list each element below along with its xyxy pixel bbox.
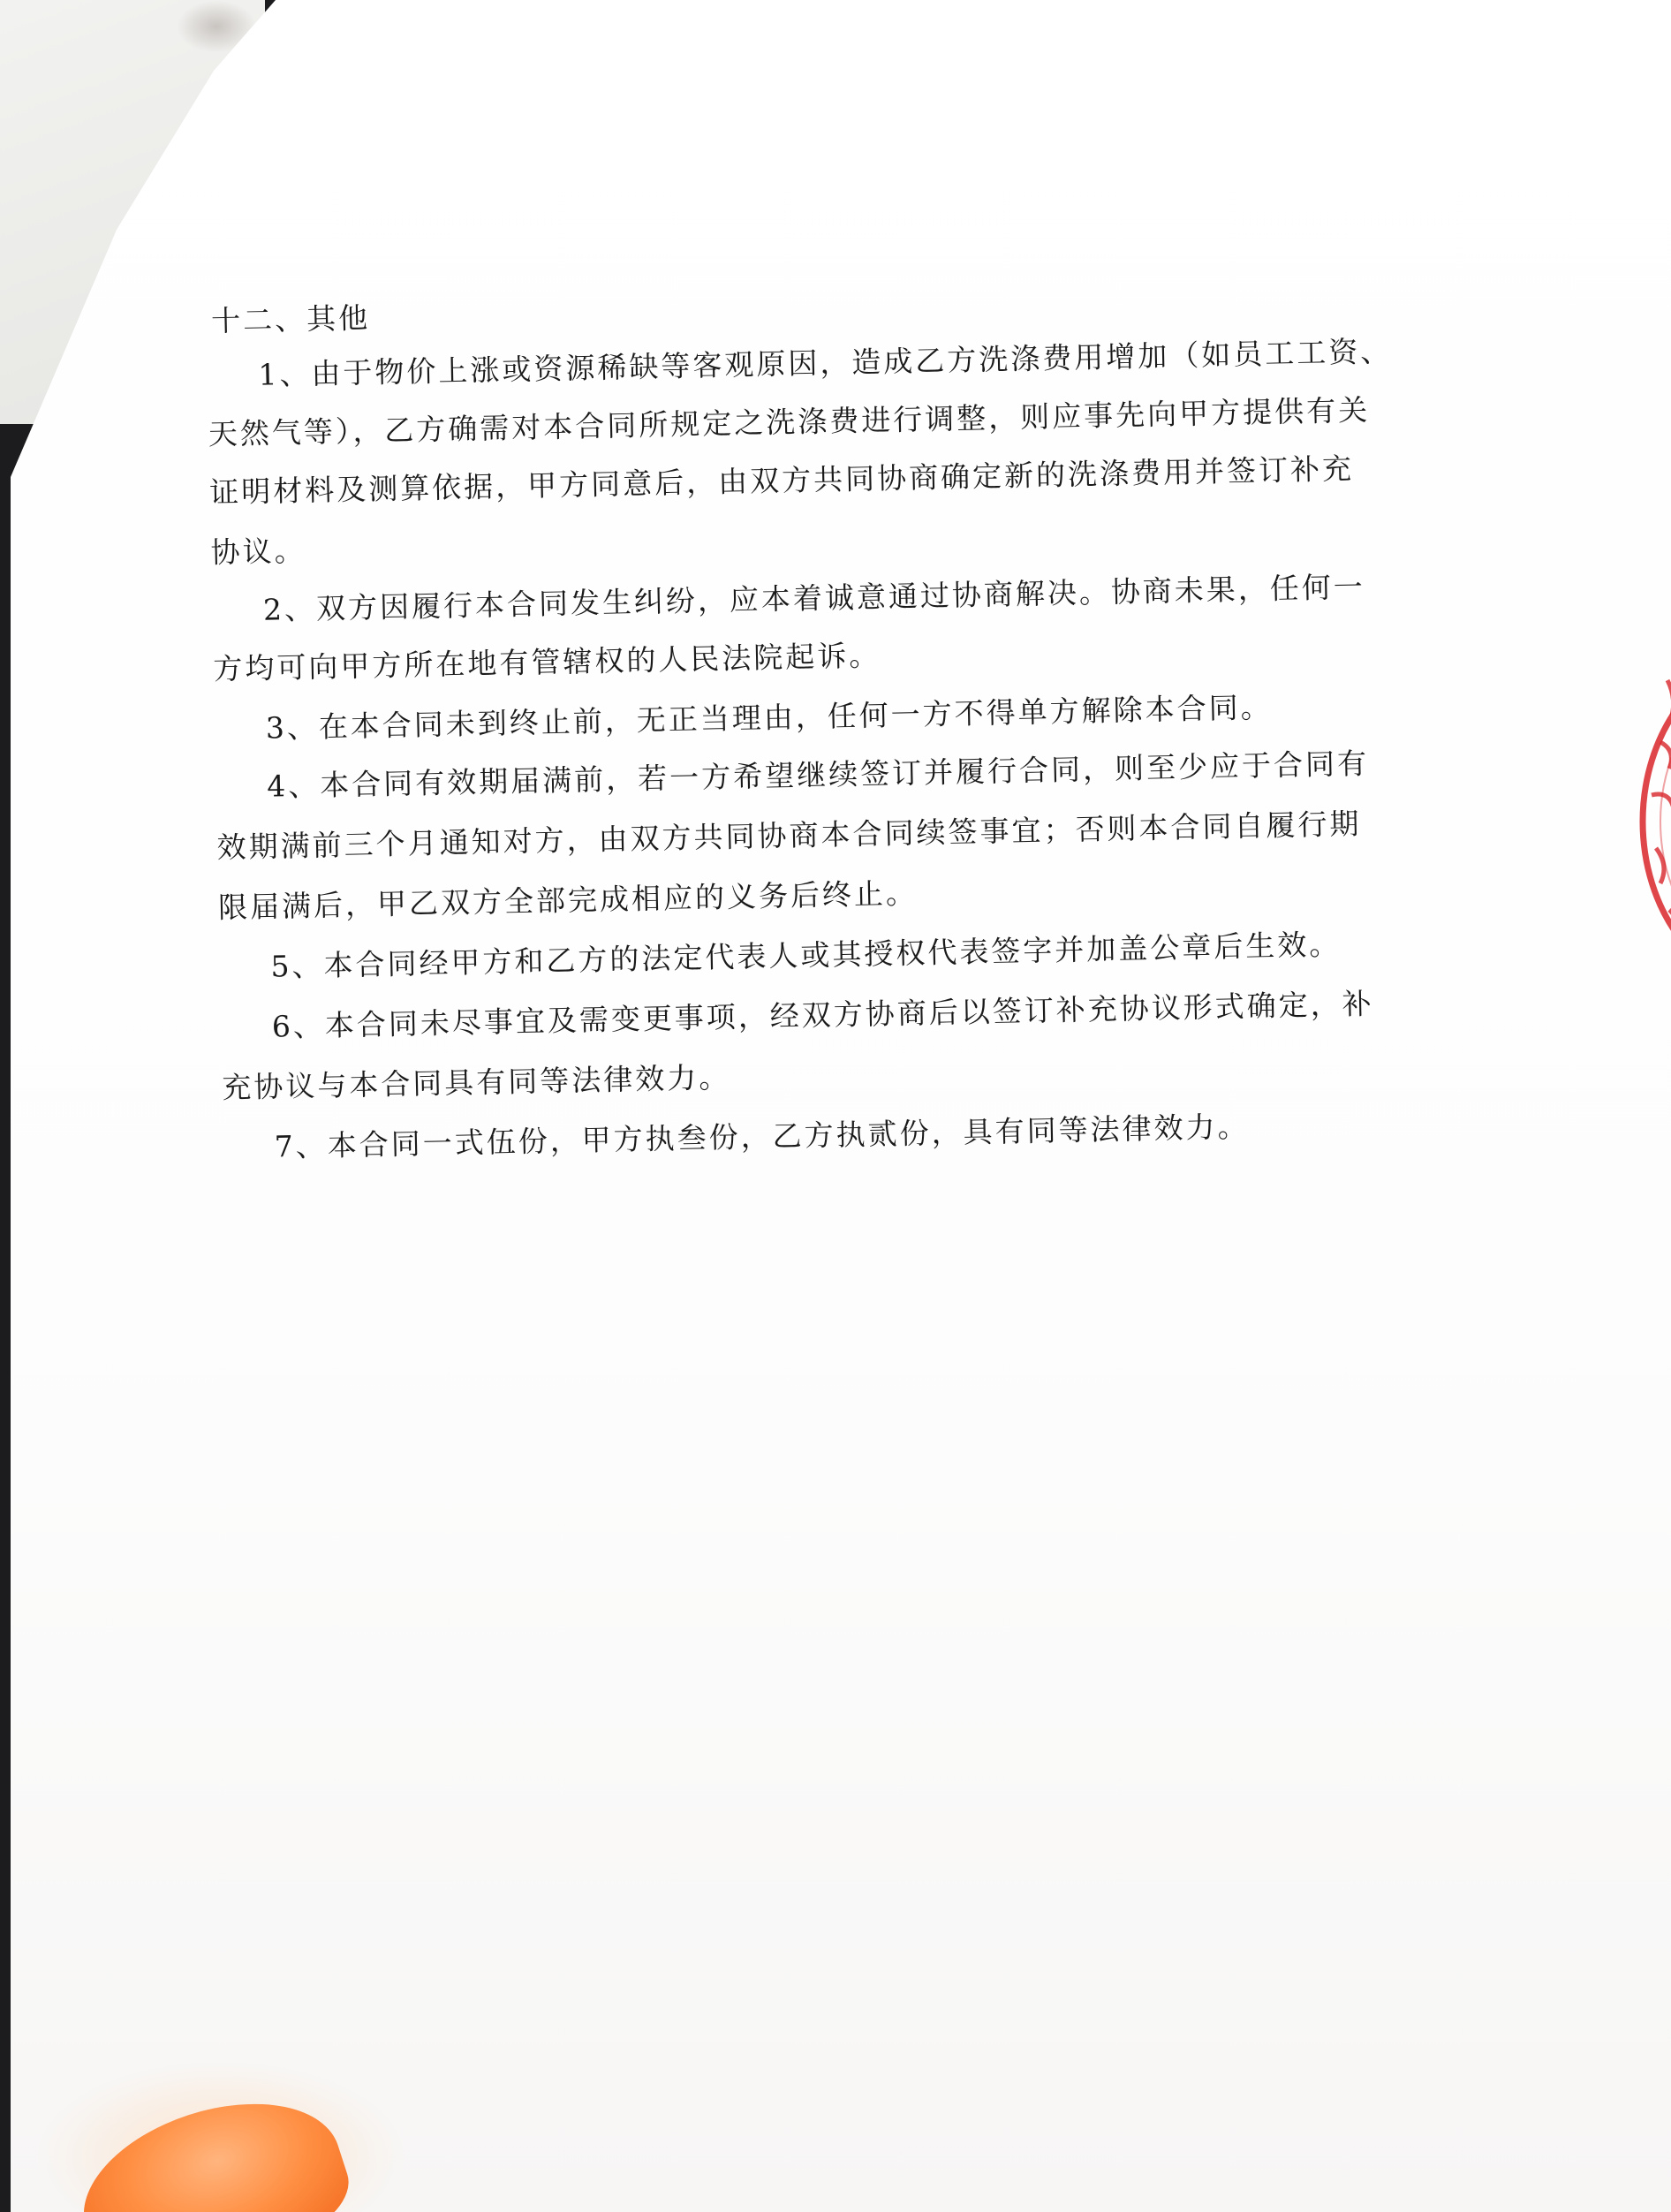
clause-1-line-1: 1、由于物价上涨或资源稀缺等客观原因，造成乙方洗涤费用增加（如员工工资、 <box>258 333 1393 392</box>
company-seal <box>1625 618 1671 1025</box>
clause-1-line-4: 协议。 <box>210 533 307 570</box>
clause-5: 5、本合同经甲方和乙方的法定代表人或其授权代表签字并加盖公章后生效。 <box>270 927 1342 984</box>
section-heading: 十二、其他 <box>210 300 371 338</box>
clause-1-line-2: 天然气等），乙方确需对本合同所规定之洗涤费进行调整，则应事先向甲方提供有关 <box>208 392 1371 451</box>
clause-6-line-1: 6、本合同未尽事宜及需变更事项，经双方协商后以签订补充协议形式确定，补 <box>271 986 1375 1044</box>
clause-4-line-2: 效期满前三个月通知对方，由双方共同协商本合同续签事宜；否则本合同自履行期 <box>216 806 1362 865</box>
clause-4-line-3: 限届满后，甲乙双方全部完成相应的义务后终止。 <box>217 875 919 925</box>
clause-4-line-1: 4、本合同有效期届满前，若一方希望继续签订并履行合同，则至少应于合同有 <box>266 746 1370 804</box>
clause-2-line-2: 方均可向甲方所在地有管辖权的人民法院起诉。 <box>213 638 881 686</box>
clause-3: 3、在本合同未到终止前，无正当理由，任何一方不得单方解除本合同。 <box>265 689 1274 746</box>
clause-7: 7、本合同一式伍份，甲方执叁份，乙方执贰份，具有同等法律效力。 <box>274 1109 1250 1164</box>
clause-1-line-3: 证明材料及测算依据，甲方同意后，由双方共同协商确定新的洗涤费用并签订补充 <box>208 451 1355 510</box>
clause-2-line-1: 2、双方因履行本合同发生纠纷，应本着诚意通过协商解决。协商未果，任何一 <box>262 569 1366 627</box>
clause-6-line-2: 充协议与本合同具有同等法律效力。 <box>221 1059 731 1105</box>
